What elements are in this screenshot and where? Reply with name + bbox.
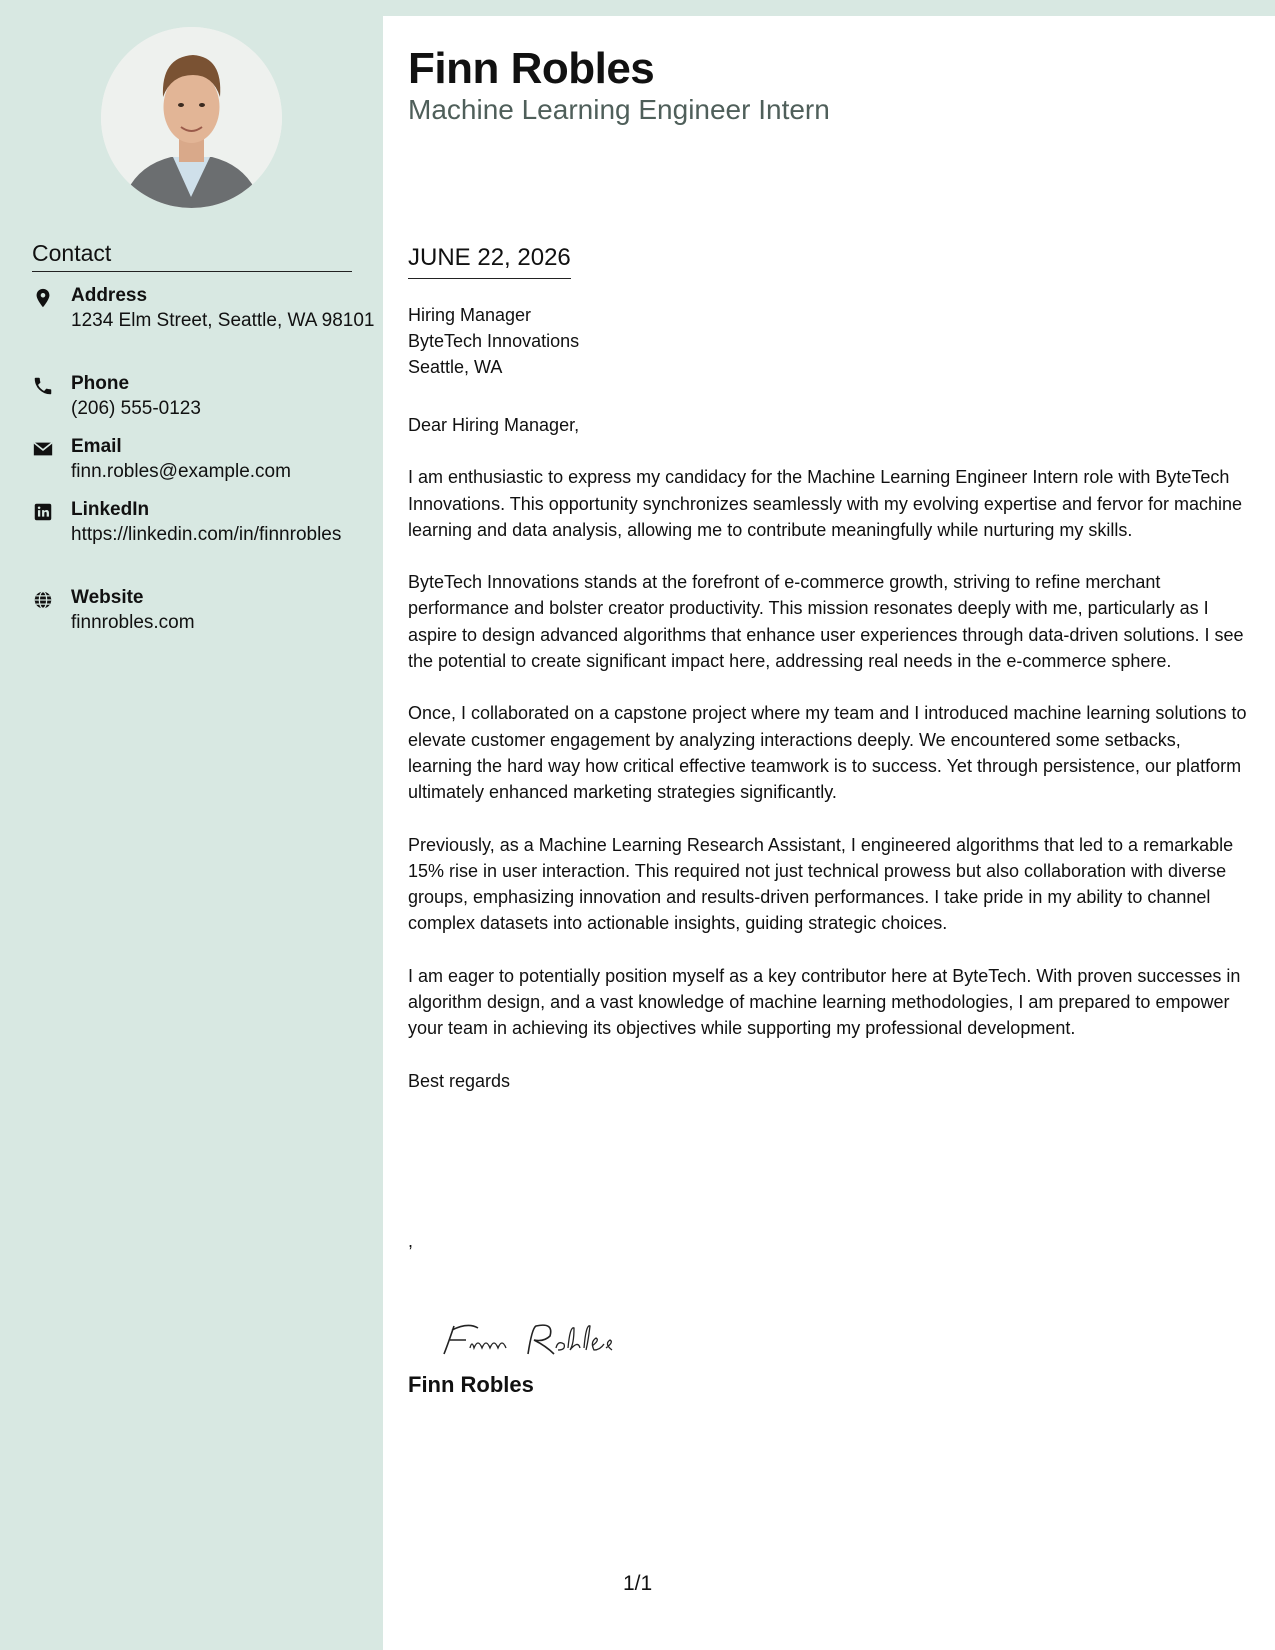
recipient-block xyxy=(408,302,579,380)
recipient-title: Hiring Manager xyxy=(408,305,532,325)
contact-phone xyxy=(32,372,352,421)
sidebar xyxy=(0,0,383,1650)
paragraph: ByteTech Innovations stands at the forefront of e-commerce growth, striving to refine merchant performance and bolster creator productivity. This mission resonates deeply with me, particularly as I aspire to design advanced algorithms that enhance user experiences through data-driven solutions. I see the potential to create significant impact here, addressing real needs in the e-commerce sphere. xyxy=(408,572,1244,672)
contact-website-value[interactable]: finnrobles.com xyxy=(71,612,195,633)
recipient-location: Seattle, WA xyxy=(408,357,503,377)
globe-icon xyxy=(32,589,54,611)
closing: Best regards xyxy=(408,1070,511,1091)
map-pin-icon xyxy=(32,287,54,309)
profile-photo xyxy=(101,27,282,208)
signer-name: Finn Robles xyxy=(408,1372,534,1397)
applicant-name: Finn Robles xyxy=(408,44,655,93)
recipient-company: ByteTech Innovations xyxy=(408,331,580,351)
contact-website-label: Website xyxy=(71,587,144,608)
contact-heading: Contact xyxy=(32,240,352,272)
paragraph: I am eager to potentially position myself as a key contributor here at ByteTech. With proven successes in algorithm design, and a vast knowledge of machine learning methodologies, I am prepared to empower your team in achieving its objectives while supporting my professional development. xyxy=(408,965,1241,1039)
contact-email-label: Email xyxy=(71,436,122,457)
contact-linkedin-value[interactable]: https://linkedin.com/in/finnrobles xyxy=(71,524,342,545)
letter-body xyxy=(383,16,1275,1650)
contact-phone-value: (206) 555-0123 xyxy=(71,398,201,419)
contact-linkedin xyxy=(32,498,352,547)
contact-phone-label: Phone xyxy=(71,373,130,394)
page-number: 1/1 xyxy=(623,1572,653,1595)
letter-date: JUNE 22, 2026 xyxy=(408,244,571,279)
envelope-icon xyxy=(32,438,54,460)
paragraph: Previously, as a Machine Learning Research Assistant, I engineered algorithms that led to a remarkable 15% rise in user interaction. This required not just technical prowess but also collaboration with diverse groups, emphasizing innovation and results-driven performances. I take pride in my ability to channel complex datasets into actionable insights, guiding strategic choices. xyxy=(408,834,1234,934)
paragraph: Once, I collaborated on a capstone project where my team and I introduced machine learning solutions to elevate customer engagement by analyzing interactions deeply. We encountered some setbacks, learning the hard way how critical effective teamwork is to success. Yet through persistence, our platform ultimately enhanced marketing strategies significantly. xyxy=(408,703,1247,803)
contact-website xyxy=(32,586,352,635)
applicant-role: Machine Learning Engineer Intern xyxy=(408,94,830,125)
salutation: Dear Hiring Manager, xyxy=(408,415,580,435)
contact-email-value: finn.robles@example.com xyxy=(71,461,291,482)
letter-text xyxy=(408,412,1248,1120)
paragraph: I am enthusiastic to express my candidacy for the Machine Learning Engineer Intern role with ByteTech Innovations. This opportunity synchronizes seamlessly with my evolving expertise and fervor for machine learning and data analysis, allowing me to contribute meaningfully while nurturing my skills. xyxy=(408,467,1243,540)
phone-icon xyxy=(32,375,54,397)
contact-address-label: Address xyxy=(71,285,148,306)
contact-linkedin-label: LinkedIn xyxy=(71,499,150,520)
closing-comma: , xyxy=(408,1231,414,1251)
signature-image xyxy=(408,1298,628,1370)
contact-address-value: 1234 Elm Street, Seattle, WA 98101 xyxy=(71,310,375,331)
linkedin-icon xyxy=(32,501,54,523)
contact-address xyxy=(32,284,375,333)
contact-email xyxy=(32,435,352,484)
